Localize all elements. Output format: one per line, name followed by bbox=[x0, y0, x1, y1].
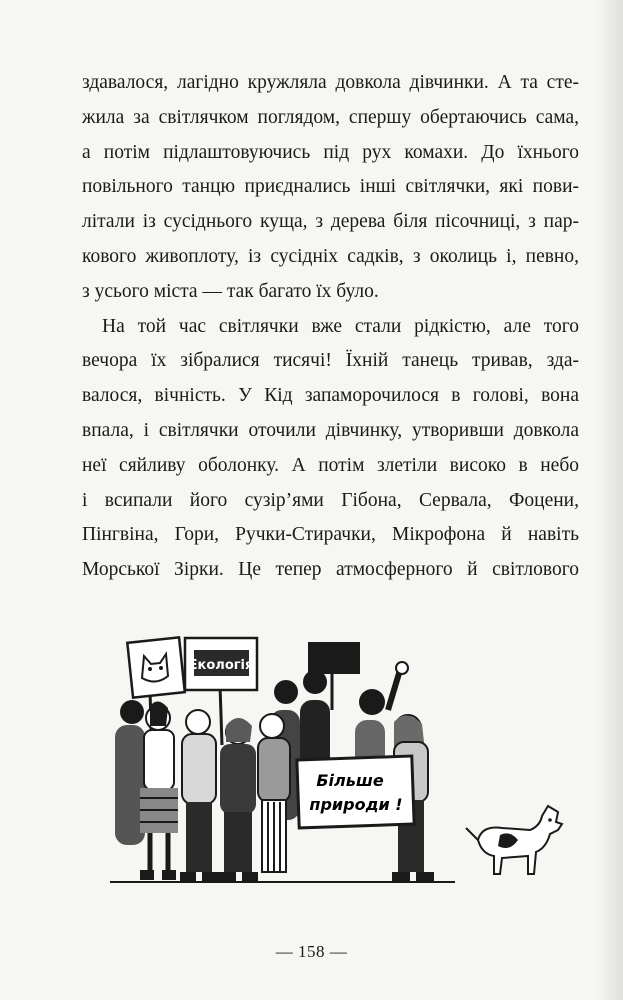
text-line: вечора їх зібралися тисячі! Їхній танець тривав, зда- bbox=[82, 350, 579, 372]
text-line: На той час світлячки вже стали рідкістю, але того bbox=[102, 315, 579, 337]
text-line: літали із сусіднього куща, з дерева біля пісочниці, з пар- bbox=[82, 211, 579, 233]
text-line: кового живоплоту, із сусідніх садків, з околиць і, певно, bbox=[82, 245, 579, 267]
text-line: а потім підлаштовуючись під рух комахи. До їхнього bbox=[82, 141, 579, 163]
text-line: здавалося, лагідно кружляла довкола дівчинки. А та сте- bbox=[82, 72, 579, 93]
protest-illustration bbox=[110, 630, 570, 890]
text-line: Пінгвіна, Гори, Ручки-Стирачки, Мікрофона й навіть bbox=[82, 524, 579, 546]
text-line: впала, і світлячки оточили дівчинку, утворивши довкола bbox=[82, 419, 579, 441]
body-text bbox=[82, 66, 579, 588]
page-edge-shadow bbox=[595, 0, 623, 1000]
text-line: Морської Зірки. Це тепер атмосферного й світлового bbox=[82, 559, 579, 581]
text-line: неї сяйливу оболонку. А потім злетіли високо в небо bbox=[82, 454, 579, 476]
text-line: і всипали його сузір’ями Гібона, Сервала, Фоцени, bbox=[82, 489, 579, 511]
text-line: жила за світлячком поглядом, спершу обертаючись сама, bbox=[82, 106, 579, 128]
dog-figure bbox=[466, 806, 562, 874]
text-line: з усього міста — так багато їх було. bbox=[82, 280, 379, 302]
text-line: валося, вічність. У Кід запаморочилося в голові, вона bbox=[82, 385, 579, 407]
text-line: повільного танцю приєднались інші світлячки, які пови- bbox=[82, 176, 579, 198]
ecology-sign-text: Екологія bbox=[188, 658, 254, 673]
more-nature-line1: Більше bbox=[316, 771, 384, 790]
page-number: — 158 — bbox=[275, 942, 348, 961]
more-nature-sign bbox=[297, 756, 414, 828]
more-nature-line2: природи ! bbox=[309, 795, 403, 814]
